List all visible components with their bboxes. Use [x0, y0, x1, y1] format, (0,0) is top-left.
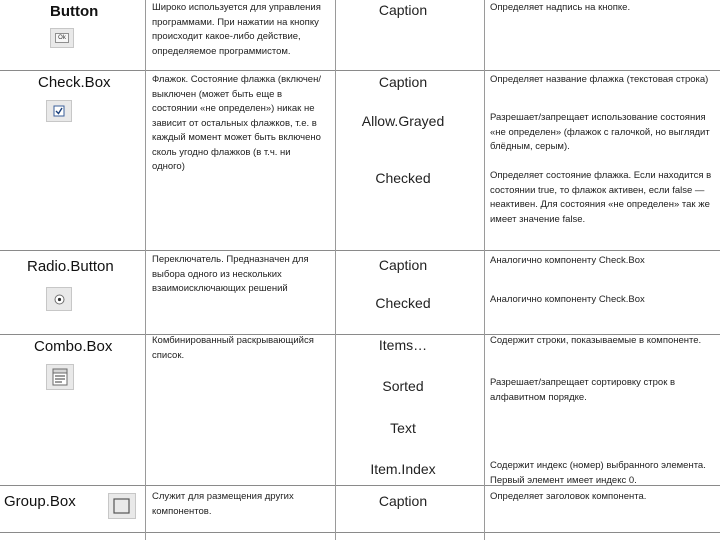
- property-description: Определяет надпись на кнопке.: [490, 2, 631, 13]
- row-divider-2: [0, 250, 720, 251]
- component-description: Комбинированный раскрывающийся список.: [152, 335, 314, 361]
- property-description: Аналогично компоненту Check.Box: [490, 294, 645, 305]
- table-bottom-border: [0, 532, 720, 533]
- property-name: Item.Index: [370, 461, 436, 477]
- property-description: Разрешает/запрещает сортировку строк в алфавитном порядке.: [490, 377, 676, 403]
- property-description: Определяет название флажка (текстовая строка): [490, 74, 709, 85]
- column-divider-1: [145, 0, 146, 540]
- property-name: Items…: [378, 337, 428, 353]
- property-description: Определяет состояние флажка. Если находится в состоянии true, то флажок активен, если false — неактивен. Для состояния «не определен» так же имеет значение false.: [490, 170, 712, 225]
- component-name: Radio.Button: [27, 258, 114, 275]
- component-name: Group.Box: [4, 493, 76, 510]
- groupbox-component-icon: [108, 493, 136, 519]
- row-divider-1: [0, 70, 720, 71]
- property-description: Определяет заголовок компонента.: [490, 491, 647, 502]
- property-description: Аналогично компоненту Check.Box: [490, 255, 645, 266]
- property-name: Checked: [375, 170, 431, 186]
- component-description: Служит для размещения других компонентов.: [152, 491, 294, 517]
- checkmark-icon: [47, 101, 71, 121]
- list-icon: [47, 365, 73, 389]
- button-component-icon: [50, 28, 74, 48]
- component-name: Check.Box: [38, 74, 111, 91]
- component-description: Широко используется для управления программами. При нажатии на кнопку происходит какое-либо действие, определяемое программистом.: [152, 2, 321, 57]
- property-description: Разрешает/запрещает использование состояния «не определен» (флажок с галочкой, но выглядит блёдным, серым).: [490, 112, 710, 152]
- combobox-component-icon: [46, 364, 74, 390]
- component-description: Переключатель. Предназначен для выбора одного из нескольких взаимоисключающих решений: [152, 254, 309, 294]
- component-name: Combo.Box: [34, 338, 113, 355]
- property-name: Caption: [378, 493, 428, 509]
- checkbox-component-icon: [46, 100, 72, 122]
- property-name: Caption: [378, 2, 428, 18]
- ok-label: Ok: [55, 33, 69, 43]
- radiobutton-component-icon: [46, 287, 72, 311]
- property-name: Caption: [378, 74, 428, 90]
- property-name: Sorted: [382, 378, 424, 394]
- property-description: Содержит строки, показываемые в компоненте.: [490, 335, 702, 346]
- radio-dot-icon: [47, 288, 71, 310]
- property-name: Text: [390, 420, 416, 436]
- component-name: Button: [50, 3, 99, 20]
- property-name: Caption: [378, 257, 428, 273]
- frame-icon: [109, 494, 135, 518]
- property-name: Checked: [375, 295, 431, 311]
- column-divider-3: [484, 0, 485, 540]
- component-description: Флажок. Состояние флажка (включен/выключен (может быть еще в состоянии «не определен») никак не зависит от остальных флажков, т.е. в каждый момент может быть включено сколь угодно флажков (в т.ч. ни одного): [152, 74, 321, 172]
- property-description: Содержит индекс (номер) выбранного элемента. Первый элемент имеет индекс 0.: [490, 460, 706, 486]
- property-name: Allow.Grayed: [361, 113, 445, 129]
